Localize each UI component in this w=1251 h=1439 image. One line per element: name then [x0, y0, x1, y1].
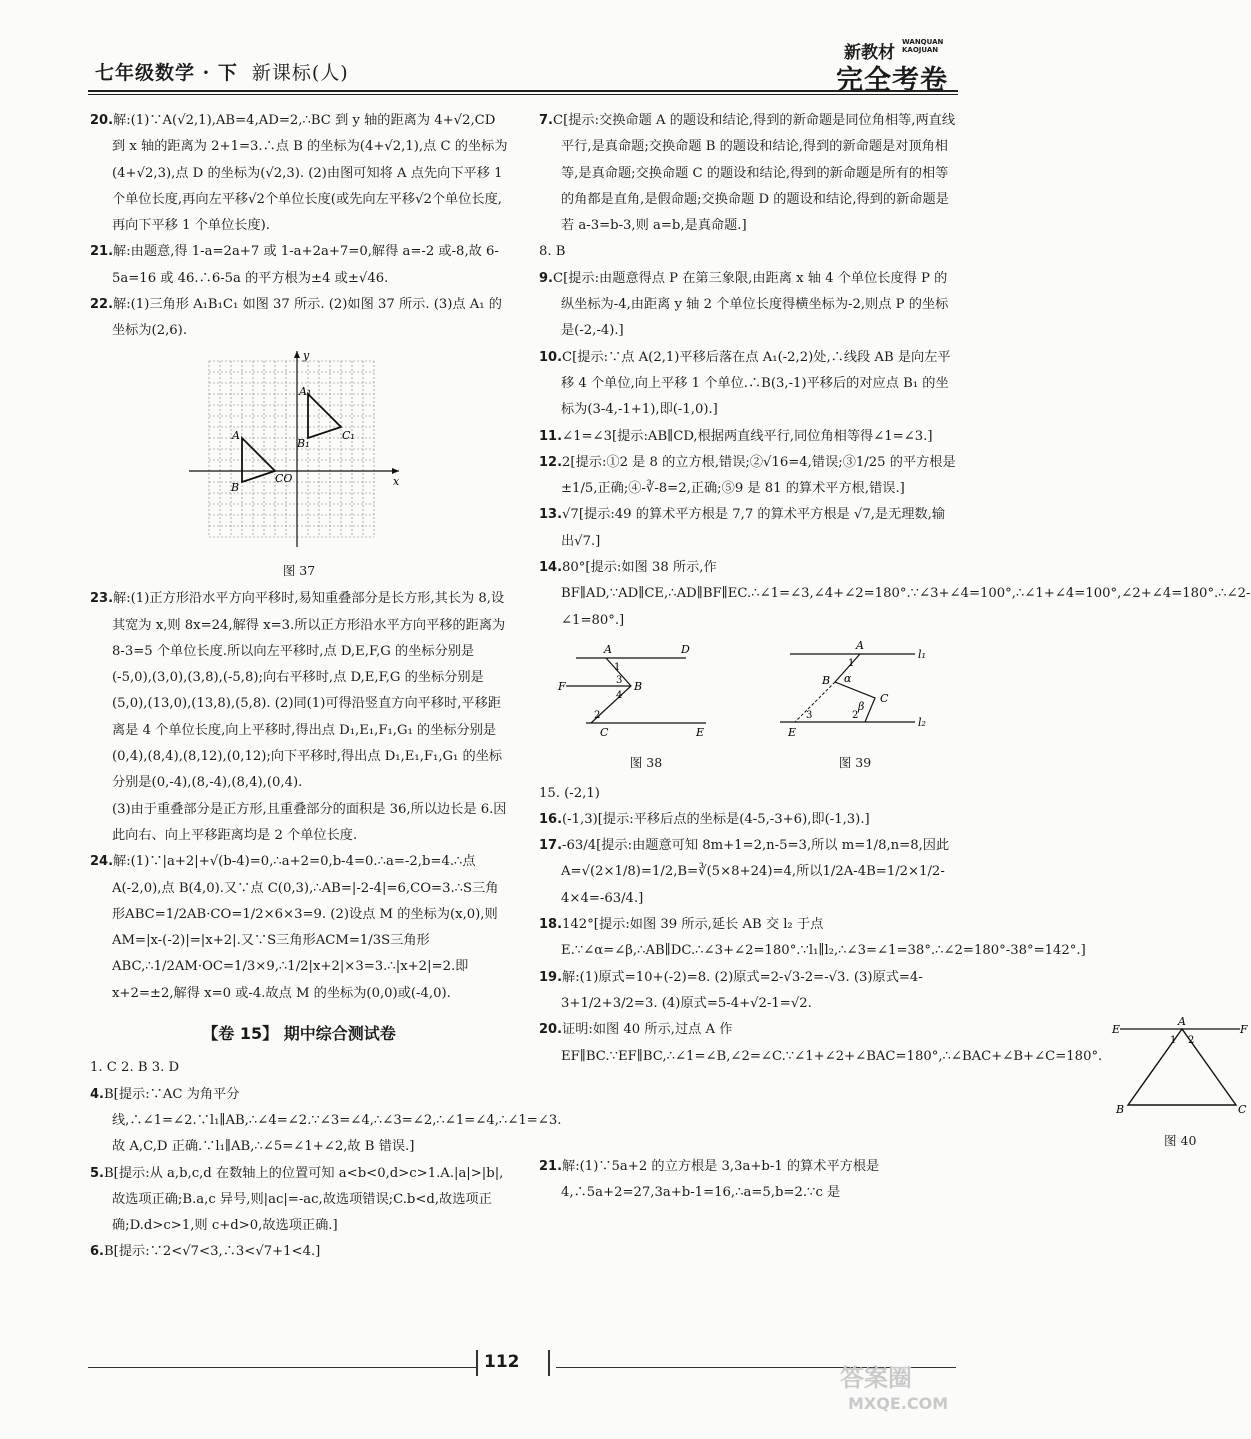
answer-24: 24.解:(1)∵|a+2|+√(b-4)=0,∴a+2=0,b-4=0.∴a=-2,b=4.∴点 A(-2,0),点 B(4,0).又∵点 C(0,3),∴AB=|-2-4|=6,CO=3.∴S三角形ABC=1/2AB·CO=1/2×6×3=9. (2)设点 M 的坐标为(x,0),则 AM=|x-(-2)|=|x+2|.又∵S三角形ACM=1/3S三角形ABC,∴1/2AM·OC=1/3×9,∴1/2|x+2|×3=3.∴|x+2|=2.即 x+2=±2,解得 x=0 或-4.故点 M 的坐标为(0,0)或(-4,0).	[90, 854, 499, 1001]
f38-label-F: F	[558, 679, 566, 693]
answer-1-3: 1. C 2. B 3. D	[90, 1060, 180, 1076]
header-edition: 新课标(人)	[251, 62, 349, 84]
footer-bar-left	[476, 1350, 478, 1376]
f38-label-1: 1	[614, 661, 621, 673]
answer-20-block	[539, 1015, 1248, 1154]
answer-18: 18.142°[提示:如图 39 所示,延长 AB 交 l₂ 于点 E.∵∠α=∠β,∴AB∥DC.∴∠3+∠2=180°.∵l₁∥l₂,∴∠3=∠1=38°.∴∠2=180°-38°=142°.]	[539, 917, 1086, 959]
figures-38-39	[539, 638, 957, 777]
brand-top: 新教材	[844, 43, 895, 63]
figure-39-caption: 图 39	[838, 755, 872, 771]
answer-21: 21.解:由题意,得 1-a=2a+7 或 1-a+2a+7=0,解得 a=-2 或-8,故 6-5a=16 或 46.∴6-5a 的平方根为±4 或±√46.	[90, 244, 499, 286]
header-grade: 七年级数学 · 下 新课标(人)	[95, 62, 349, 84]
watermark-url: MXQE.COM	[848, 1394, 949, 1413]
f39-label-E: E	[788, 725, 797, 739]
x-axis-arrow	[392, 468, 399, 474]
label-y: y	[303, 348, 310, 362]
label-A1: A₁	[299, 384, 312, 398]
figure-40-caption: 图 40	[1164, 1132, 1197, 1148]
answer-12: 12.2[提示:①2 是 8 的立方根,错误;②√16=4,错误;③1/25 的平方根是±1/5,正确;④-∛-8=2,正确;⑤9 是 81 的算术平方根,错误.]	[539, 454, 956, 497]
page-number: 112	[484, 1352, 520, 1372]
section-title: 【卷 15】 期中综合测试卷	[202, 1024, 396, 1044]
figure-40	[1110, 1017, 1250, 1154]
f38-label-A: A	[604, 642, 612, 656]
f40-label-E: E	[1112, 1023, 1121, 1037]
answer-19: 19.解:(1)原式=10+(-2)=8. (2)原式=2-√3-2=-√3. (3)原式=4-3+1/2+3/2=3. (4)原式=5-4+√2-1=√2.	[539, 969, 923, 1011]
label-B1: B₁	[297, 436, 310, 450]
header-rule-thin	[88, 94, 958, 95]
f38-label-3: 3	[616, 674, 623, 686]
answer-20: 20.解:(1)∵A(√2,1),AB=4,AD=2,∴BC 到 y 轴的距离为 4+√2,CD 到 x 轴的距离为 2+1=3.∴点 B 的坐标为(4+√2,1),点 C 的坐标为(4+√2,3),点 D 的坐标为(√2,3). (2)由图可知将 A 点先向下平移 1 个单位长度,再向左平移√2个单位长度(或先向左平移√2个单位长度,再向下平移 1 个单位长度).	[90, 113, 508, 234]
answer-10: 10.C[提示:∵点 A(2,1)平移后落在点 A₁(-2,2)处,∴线段 AB 是向左平移 4 个单位,向上平移 1 个单位.∴B(3,-1)平移后的对应点 B₁ 的坐标为(3-4,-1+1),即(-1,0).]	[539, 349, 951, 418]
figure-37-caption: 图 37	[282, 562, 316, 578]
figure-38	[556, 638, 736, 777]
f40-label-C: C	[1238, 1103, 1247, 1117]
triangle-a1b1c1	[308, 394, 341, 438]
f39-label-alpha: α	[844, 671, 852, 685]
f39-label-l2: l₂	[918, 715, 926, 729]
f39-label-2: 2	[852, 709, 859, 721]
f38-label-4: 4	[616, 689, 623, 701]
answer-4: 4.B[提示:∵AC 为角平分线,∴∠1=∠2.∵l₁∥AB,∴∠4=∠2.∵∠3=∠4,∴∠3=∠2,∴∠1=∠4,∴∠1=∠3.故 A,C,D 正确.∵l₁∥AB,∴∠5=∠1+∠2,故 B 错误.]	[90, 1086, 562, 1155]
right-column	[539, 108, 1251, 1206]
figure-39-drawing	[770, 638, 940, 738]
label-A: A	[232, 428, 240, 442]
label-C1: C₁	[342, 428, 355, 442]
f39-label-1: 1	[848, 657, 855, 669]
figure-39	[770, 638, 940, 777]
answer-17: 17.-63/4[提示:由题意可知 8m+1=2,n-5=3,所以 m=1/8,n=8,因此 A=√(2×1/8)=1/2,B=∛(5×8+24)=4,所以1/2A-4B=1/2×1/2-4×4=-63/4.]	[539, 838, 950, 906]
y-axis-arrow	[294, 351, 300, 358]
answer-5: 5.B[提示:从 a,b,c,d 在数轴上的位置可知 a<b<0,d>c>1.A.|a|>|b|,故选项正确;B.a,c 异号,则|ac|=-ac,故选项错误;C.b<d,故选项正确;D.d>c>1,则 c+d>0,故选项正确.]	[90, 1165, 504, 1234]
f38-label-C: C	[600, 725, 609, 739]
answer-14: 14.80°[提示:如图 38 所示,作 BF∥AD,∵AD∥CE,∴AD∥BF∥EC.∴∠1=∠3,∠4+∠2=180°.∵∠3+∠4=100°,∴∠1+∠4=100°,∠2+∠4=180°.∴∠2-∠1=80°.]	[539, 560, 1251, 628]
brand-en: WANQUAN KAOJUAN	[902, 38, 944, 54]
answer-20-right: 20.证明:如图 40 所示,过点 A 作 EF∥BC.∵EF∥BC,∴∠1=∠B,∠2=∠C.∵∠1+∠2+∠BAC=180°,∴∠BAC+∠B+∠C=180°.	[539, 1022, 1103, 1064]
answer-21-right: 21.解:(1)∵5a+2 的立方根是 3,3a+b-1 的算术平方根是 4,∴5a+2=27,3a+b-1=16,∴a=5,b=2.∵c 是	[539, 1158, 880, 1201]
answer-6: 6.B[提示:∵2<√7<3,∴3<√7+1<4.]	[90, 1244, 321, 1260]
f38-label-B: B	[634, 679, 643, 693]
f40-label-B: B	[1116, 1103, 1125, 1117]
answer-11: 11.∠1=∠3[提示:AB∥CD,根据两直线平行,同位角相等得∠1=∠3.]	[539, 428, 933, 444]
grid-lines	[209, 361, 374, 537]
f39-label-beta: β	[858, 699, 865, 713]
figure-37	[90, 349, 508, 585]
f38-label-E: E	[696, 725, 705, 739]
f38-label-D: D	[681, 642, 690, 656]
f39-label-A: A	[856, 638, 864, 652]
figure-37-grid	[189, 349, 409, 549]
answer-22: 22.解:(1)三角形 A₁B₁C₁ 如图 37 所示. (2)如图 37 所示. (3)点 A₁ 的坐标为(2,6).	[90, 297, 502, 339]
answer-23: 23.解:(1)正方形沿水平方向平移时,易知重叠部分是长方形,其长为 8,设其宽为 x,则 8x=24,解得 x=3.所以正方形沿水平方向平移的距离为 8-3=5 个单位长度.所以向左平移时,点 D,E,F,G 的坐标分别是(-5,0),(3,0),(3,8),(-5,8);向右平移时,点 D,E,F,G 的坐标分别是(5,0),(13,0),(13,8),(5,8). (2)同(1)可得沿竖直方向平移时,平移距离是 4 个单位长度,向上平移时,得出点 D₁,E₁,F₁,G₁ 的坐标分别是(0,4),(8,4),(8,12),(0,12);向下平移时,得出点 D₁,E₁,F₁,G₁ 的坐标分别是(0,-4),(8,-4),(8,4),(0,4).	[90, 591, 506, 791]
watermark: 答案圈	[840, 1364, 912, 1392]
f39-label-B: B	[822, 673, 831, 687]
footer-rule-left	[88, 1367, 478, 1368]
answer-16: 16.(-1,3)[提示:平移后点的坐标是(4-5,-3+6),即(-1,3).]	[539, 811, 870, 827]
figure-38-drawing	[556, 638, 736, 738]
answer-7: 7.C[提示:交换命题 A 的题设和结论,得到的新命题是同位角相等,两直线平行,是真命题;交换命题 B 的题设和结论,得到的新命题是对顶角相等,是真命题;交换命题 C 的题设和结论,得到的新命题是所有的相等的角都是直角,是假命题;交换命题 D 的题设和结论,得到的新命题是若 a-3=b-3,则 a=b,是真命题.]	[539, 113, 956, 234]
f39-label-3: 3	[806, 709, 813, 721]
answer-23-part3: (3)由于重叠部分是正方形,且重叠部分的面积是 36,所以边长是 6.因此向右、向上平移距离均是 2 个单位长度.	[112, 801, 507, 843]
answer-8: 8. B	[539, 244, 566, 260]
f40-label-A: A	[1178, 1015, 1187, 1029]
figure-40-drawing	[1110, 1017, 1250, 1117]
footer-bar-right	[548, 1350, 550, 1376]
f40-label-1: 1	[1170, 1035, 1177, 1047]
f40-label-F: F	[1240, 1023, 1248, 1037]
f39-label-C: C	[880, 691, 889, 705]
label-B: B	[231, 480, 240, 494]
answer-15: 15. (-2,1)	[539, 785, 600, 801]
brand-main: 完全考卷	[836, 65, 948, 96]
f39-label-l1: l₁	[918, 647, 926, 661]
f38-label-2: 2	[594, 709, 601, 721]
label-CO: CO	[275, 471, 293, 485]
answer-9: 9.C[提示:由题意得点 P 在第三象限,由距离 x 轴 4 个单位长度得 P 的纵坐标为-4,由距离 y 轴 2 个单位长度得横坐标为-2,则点 P 的坐标是(-2,-4).]	[539, 270, 949, 339]
label-x: x	[393, 474, 400, 488]
f40-label-2: 2	[1188, 1035, 1195, 1047]
answer-13: 13.√7[提示:49 的算术平方根是 7,7 的算术平方根是 √7,是无理数,输出√7.]	[539, 507, 946, 549]
figure-38-caption: 图 38	[629, 755, 663, 771]
header-rule	[88, 90, 958, 92]
